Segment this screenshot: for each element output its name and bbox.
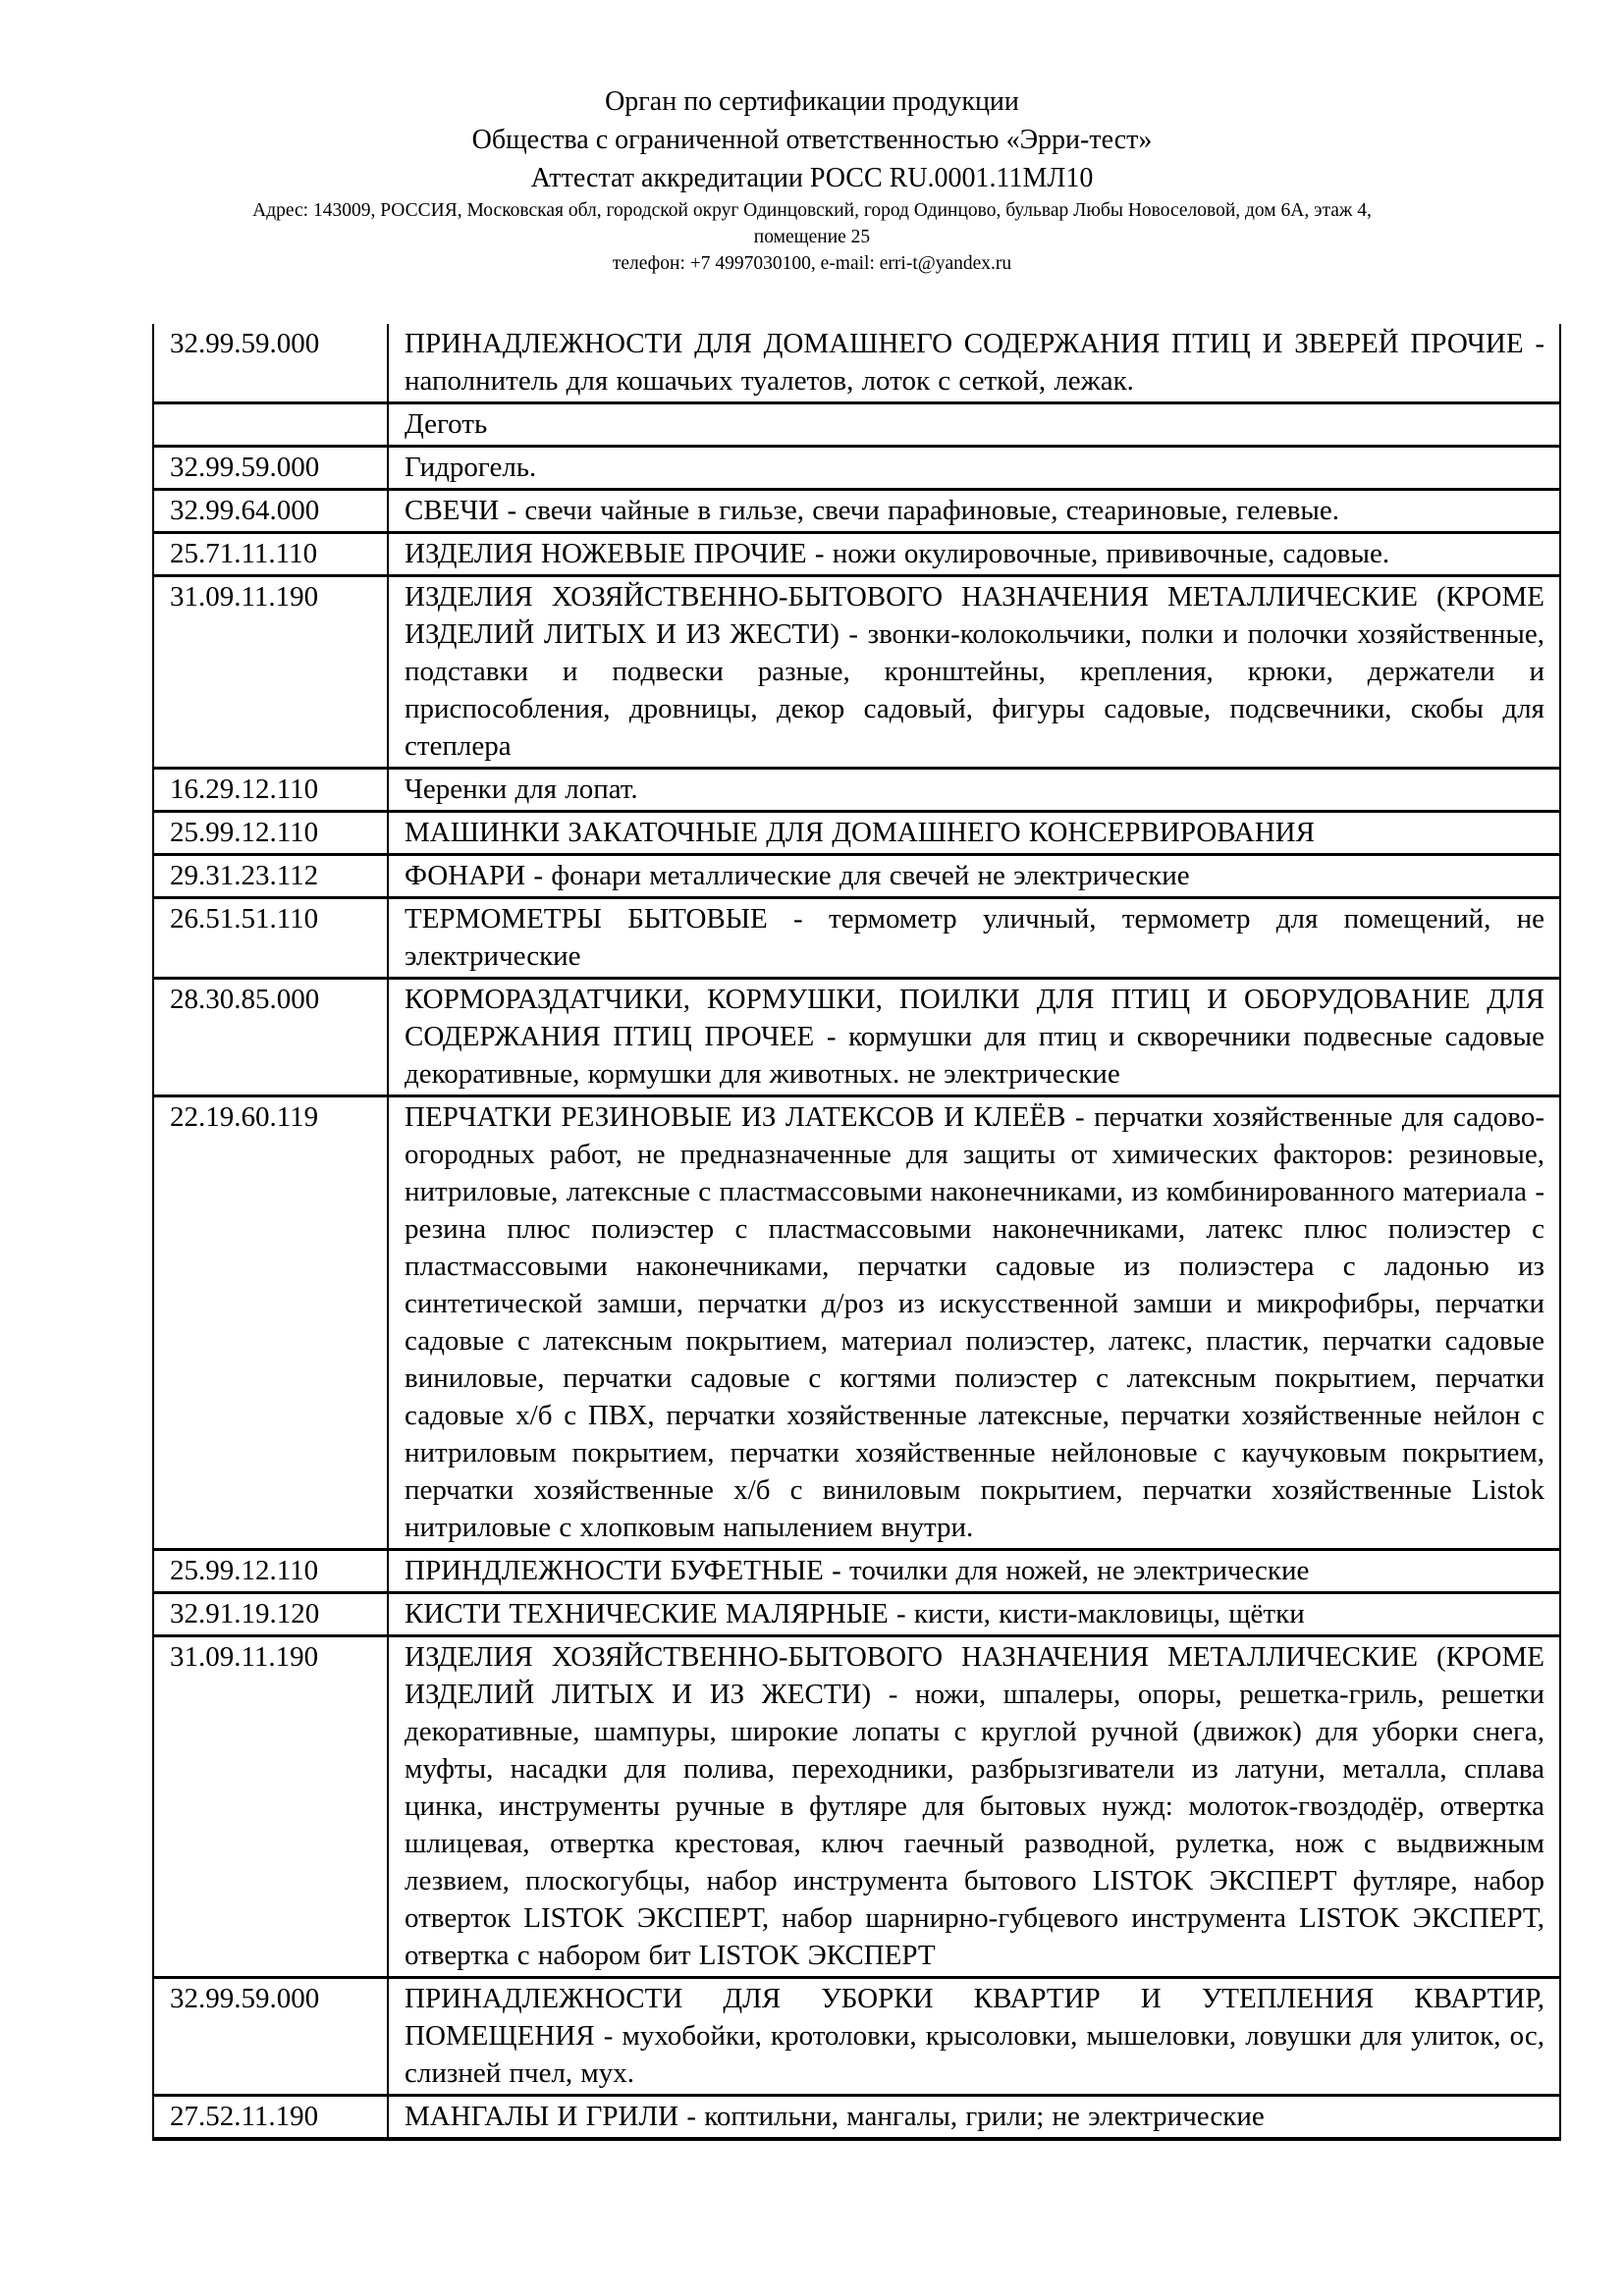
document-header <box>0 0 1624 277</box>
product-code: 16.29.12.110 <box>153 769 388 812</box>
table-row <box>153 447 1560 490</box>
table-row <box>153 576 1560 769</box>
product-code: 31.09.11.190 <box>153 1636 388 1978</box>
product-table-body <box>153 324 1560 2139</box>
table-row <box>153 769 1560 812</box>
product-description: СВЕЧИ - свечи чайные в гильзе, свечи парафиновые, стеариновые, гелевые. <box>388 490 1560 533</box>
accreditation-line: Аттестат аккредитации РОСС RU.0001.11МЛ10 <box>530 163 1094 193</box>
product-description: МАНГАЛЫ И ГРИЛИ - коптильни, мангалы, грили; не электрические <box>388 2096 1560 2140</box>
product-description: ПРИНАДЛЕЖНОСТИ ДЛЯ ДОМАШНЕГО СОДЕРЖАНИЯ ПТИЦ И ЗВЕРЕЙ ПРОЧИЕ - наполнитель для кошачьих туалетов, лоток с сеткой, лежак. <box>388 324 1560 403</box>
product-description: ФОНАРИ - фонари металлические для свечей не электрические <box>388 855 1560 898</box>
product-code: 32.99.59.000 <box>153 447 388 490</box>
product-code: 32.99.64.000 <box>153 490 388 533</box>
product-description: ИЗДЕЛИЯ ХОЗЯЙСТВЕННО-БЫТОВОГО НАЗНАЧЕНИЯ МЕТАЛЛИЧЕСКИЕ (КРОМЕ ИЗДЕЛИЙ ЛИТЫХ И ИЗ ЖЕСТИ) - звонки-колокольчики, полки и полочки хозяйственные, подставки и подвески разные, кронштейны, крепления, крюки, держатели и приспособления, дровницы, декор садовый, фигуры садовые, подсвечники, скобы для степлера <box>388 576 1560 769</box>
table-row <box>153 2096 1560 2140</box>
table-row <box>153 1096 1560 1550</box>
product-code: 25.71.11.110 <box>153 533 388 576</box>
product-description: ТЕРМОМЕТРЫ БЫТОВЫЕ - термометр уличный, термометр для помещений, не электрические <box>388 898 1560 979</box>
product-code: 31.09.11.190 <box>153 576 388 769</box>
table-row <box>153 403 1560 447</box>
product-description: ИЗДЕЛИЯ НОЖЕВЫЕ ПРОЧИЕ - ножи окулировочные, прививочные, садовые. <box>388 533 1560 576</box>
product-description: МАШИНКИ ЗАКАТОЧНЫЕ ДЛЯ ДОМАШНЕГО КОНСЕРВИРОВАНИЯ <box>388 812 1560 855</box>
product-description: ПРИНАДЛЕЖНОСТИ ДЛЯ УБОРКИ КВАРТИР И УТЕПЛЕНИЯ КВАРТИР, ПОМЕЩЕНИЯ - мухобойки, кротоловки, крысоловки, мышеловки, ловушки для улиток, ос, слизней пчел, мух. <box>388 1978 1560 2096</box>
product-description: КИСТИ ТЕХНИЧЕСКИЕ МАЛЯРНЫЕ - кисти, кисти-макловицы, щётки <box>388 1593 1560 1636</box>
table-row <box>153 1550 1560 1593</box>
product-code: 32.99.59.000 <box>153 324 388 403</box>
product-code: 25.99.12.110 <box>153 812 388 855</box>
product-code <box>153 403 388 447</box>
product-description: ПРИНДЛЕЖНОСТИ БУФЕТНЫЕ - точилки для ножей, не электрические <box>388 1550 1560 1593</box>
address-line1: Адрес: 143009, РОССИЯ, Московская обл, городской округ Одинцовский, город Одинцово, бульвар Любы Новоселовой, дом 6А, этаж 4, <box>252 200 1372 221</box>
contact-line: телефон: +7 4997030100, e-mail: erri-t@yandex.ru <box>612 253 1012 274</box>
table-row <box>153 1978 1560 2096</box>
table-row <box>153 324 1560 403</box>
product-description: Черенки для лопат. <box>388 769 1560 812</box>
product-code: 29.31.23.112 <box>153 855 388 898</box>
table-row <box>153 855 1560 898</box>
table-row <box>153 533 1560 576</box>
product-description: ПЕРЧАТКИ РЕЗИНОВЫЕ ИЗ ЛАТЕКСОВ И КЛЕЁВ - перчатки хозяйственные для садово-огородных работ, не предназначенные для защиты от химических факторов: резиновые, нитриловые, латексные с пластмассовыми наконечниками, из комбинированного материала - резина плюс полиэстер с пластмассовыми наконечниками, латекс плюс полиэстер с пластмассовыми наконечниками, перчатки садовые из полиэстера с ладонью из синтетической замши, перчатки д/роз из искусственной замши и микрофибры, перчатки садовые с латексным покрытием, материал полиэстер, латекс, пластик, перчатки садовые виниловые, перчатки садовые с когтями полиэстер с латексным покрытием, перчатки садовые х/б с ПВХ, перчатки хозяйственные латексные, перчатки хозяйственные нейлон с нитриловым покрытием, перчатки хозяйственные нейлоновые с каучуковым покрытием, перчатки хозяйственные х/б с виниловым покрытием, перчатки хозяйственные Listok нитриловые с хлопковым напылением внутри. <box>388 1096 1560 1550</box>
product-table <box>152 324 1561 2141</box>
product-code: 22.19.60.119 <box>153 1096 388 1550</box>
table-row <box>153 812 1560 855</box>
address-line2: помещение 25 <box>753 227 871 247</box>
table-row <box>153 898 1560 979</box>
product-code: 32.99.59.000 <box>153 1978 388 2096</box>
org-title-line1: Орган по сертификации продукции <box>605 86 1019 117</box>
table-row <box>153 490 1560 533</box>
product-code: 27.52.11.190 <box>153 2096 388 2140</box>
product-code: 25.99.12.110 <box>153 1550 388 1593</box>
product-description: Гидрогель. <box>388 447 1560 490</box>
product-code: 32.91.19.120 <box>153 1593 388 1636</box>
product-description: ИЗДЕЛИЯ ХОЗЯЙСТВЕННО-БЫТОВОГО НАЗНАЧЕНИЯ МЕТАЛЛИЧЕСКИЕ (КРОМЕ ИЗДЕЛИЙ ЛИТЫХ И ИЗ ЖЕСТИ) - ножи, шпалеры, опоры, решетка-гриль, решетки декоративные, шампуры, широкие лопаты с круглой ручной (движок) для уборки снега, муфты, насадки для полива, переходники, разбрызгиватели из латуни, металла, сплава цинка, инструменты ручные в футляре для бытовых нужд: молоток-гвоздодёр, отвертка шлицевая, отвертка крестовая, ключ гаечный разводной, рулетка, нож с выдвижным лезвием, плоскогубцы, набор инструмента бытового LISTOK ЭКСПЕРТ футляре, набор отверток LISTOK ЭКСПЕРТ, набор шарнирно-губцевого инструмента LISTOK ЭКСПЕРТ, отвертка с набором бит LISTOK ЭКСПЕРТ <box>388 1636 1560 1978</box>
product-code: 28.30.85.000 <box>153 979 388 1096</box>
product-description: КОРМОРАЗДАТЧИКИ, КОРМУШКИ, ПОИЛКИ ДЛЯ ПТИЦ И ОБОРУДОВАНИЕ ДЛЯ СОДЕРЖАНИЯ ПТИЦ ПРОЧЕЕ - кормушки для птиц и скворечники подвесные садовые декоративные, кормушки для животных. не электрические <box>388 979 1560 1096</box>
table-row <box>153 1636 1560 1978</box>
table-row <box>153 979 1560 1096</box>
table-row <box>153 1593 1560 1636</box>
org-title-line2: Общества с ограниченной ответственностью «Эрри-тест» <box>471 125 1153 155</box>
product-code: 26.51.51.110 <box>153 898 388 979</box>
product-description: Деготь <box>388 403 1560 447</box>
